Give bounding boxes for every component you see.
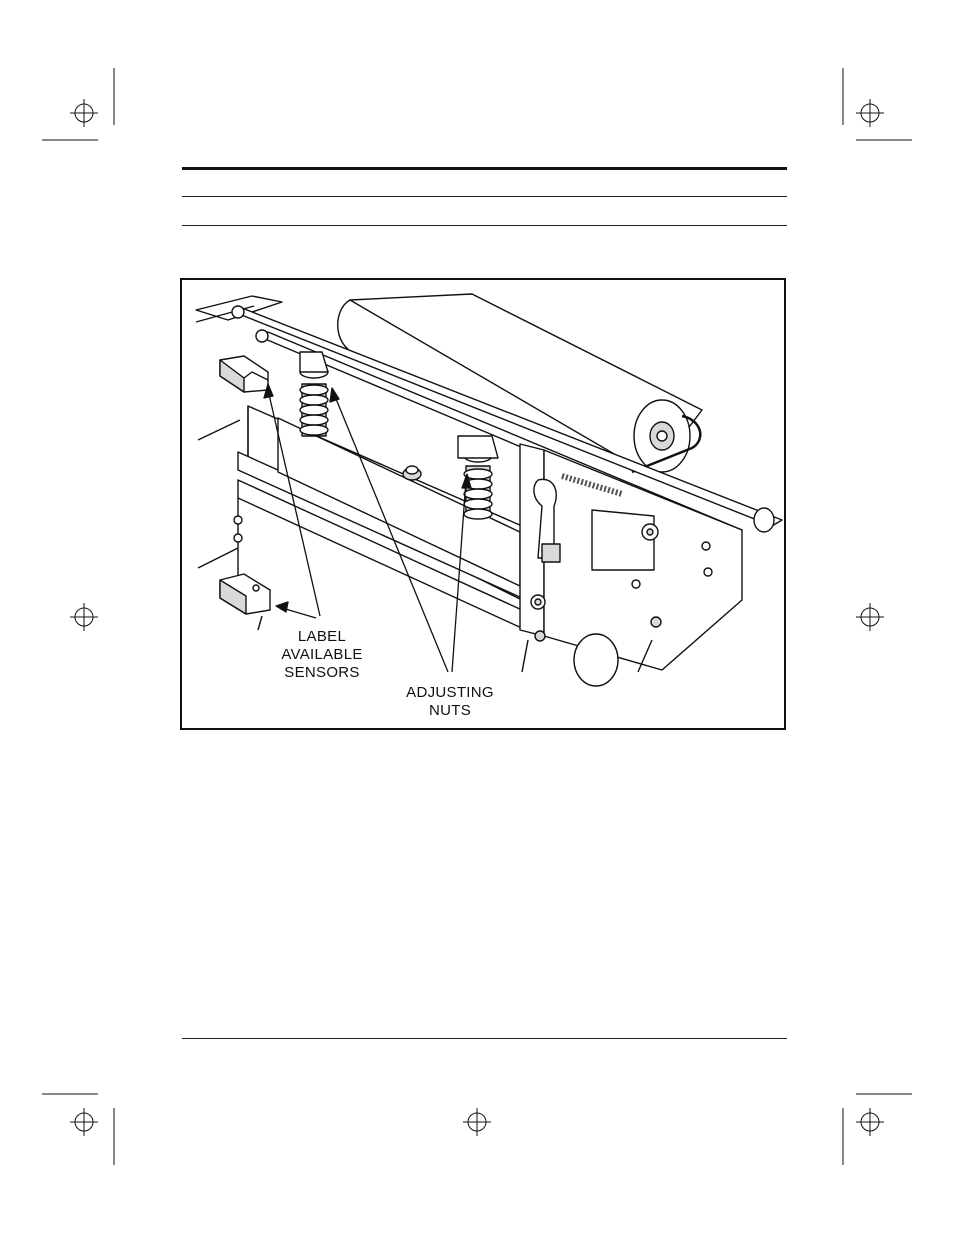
header-rule-thick — [182, 167, 787, 170]
callout-line: AVAILABLE — [281, 646, 363, 663]
callout-line: LABEL — [297, 628, 347, 645]
callout-line: NUTS — [428, 702, 472, 719]
header-rule-lower — [182, 225, 787, 226]
sensor-block-top — [220, 356, 268, 392]
crosshair-icon — [856, 99, 884, 127]
crosshair-icon — [70, 1108, 98, 1136]
callout-line: ADJUSTING — [406, 684, 494, 701]
crosshair-icon — [70, 99, 98, 127]
sensor-block-bottom — [220, 574, 270, 614]
spring-left — [300, 352, 328, 436]
crosshair-icon — [856, 1108, 884, 1136]
callout-adjusting-nuts — [390, 684, 510, 720]
crosshair-icon — [856, 603, 884, 631]
header-rule-upper — [182, 196, 787, 197]
footer-rule — [182, 1038, 787, 1039]
callout-line: SENSORS — [284, 664, 360, 681]
crosshair-icon — [70, 603, 98, 631]
callout-label-available-sensors — [262, 628, 382, 682]
crosshair-icon — [463, 1108, 491, 1136]
